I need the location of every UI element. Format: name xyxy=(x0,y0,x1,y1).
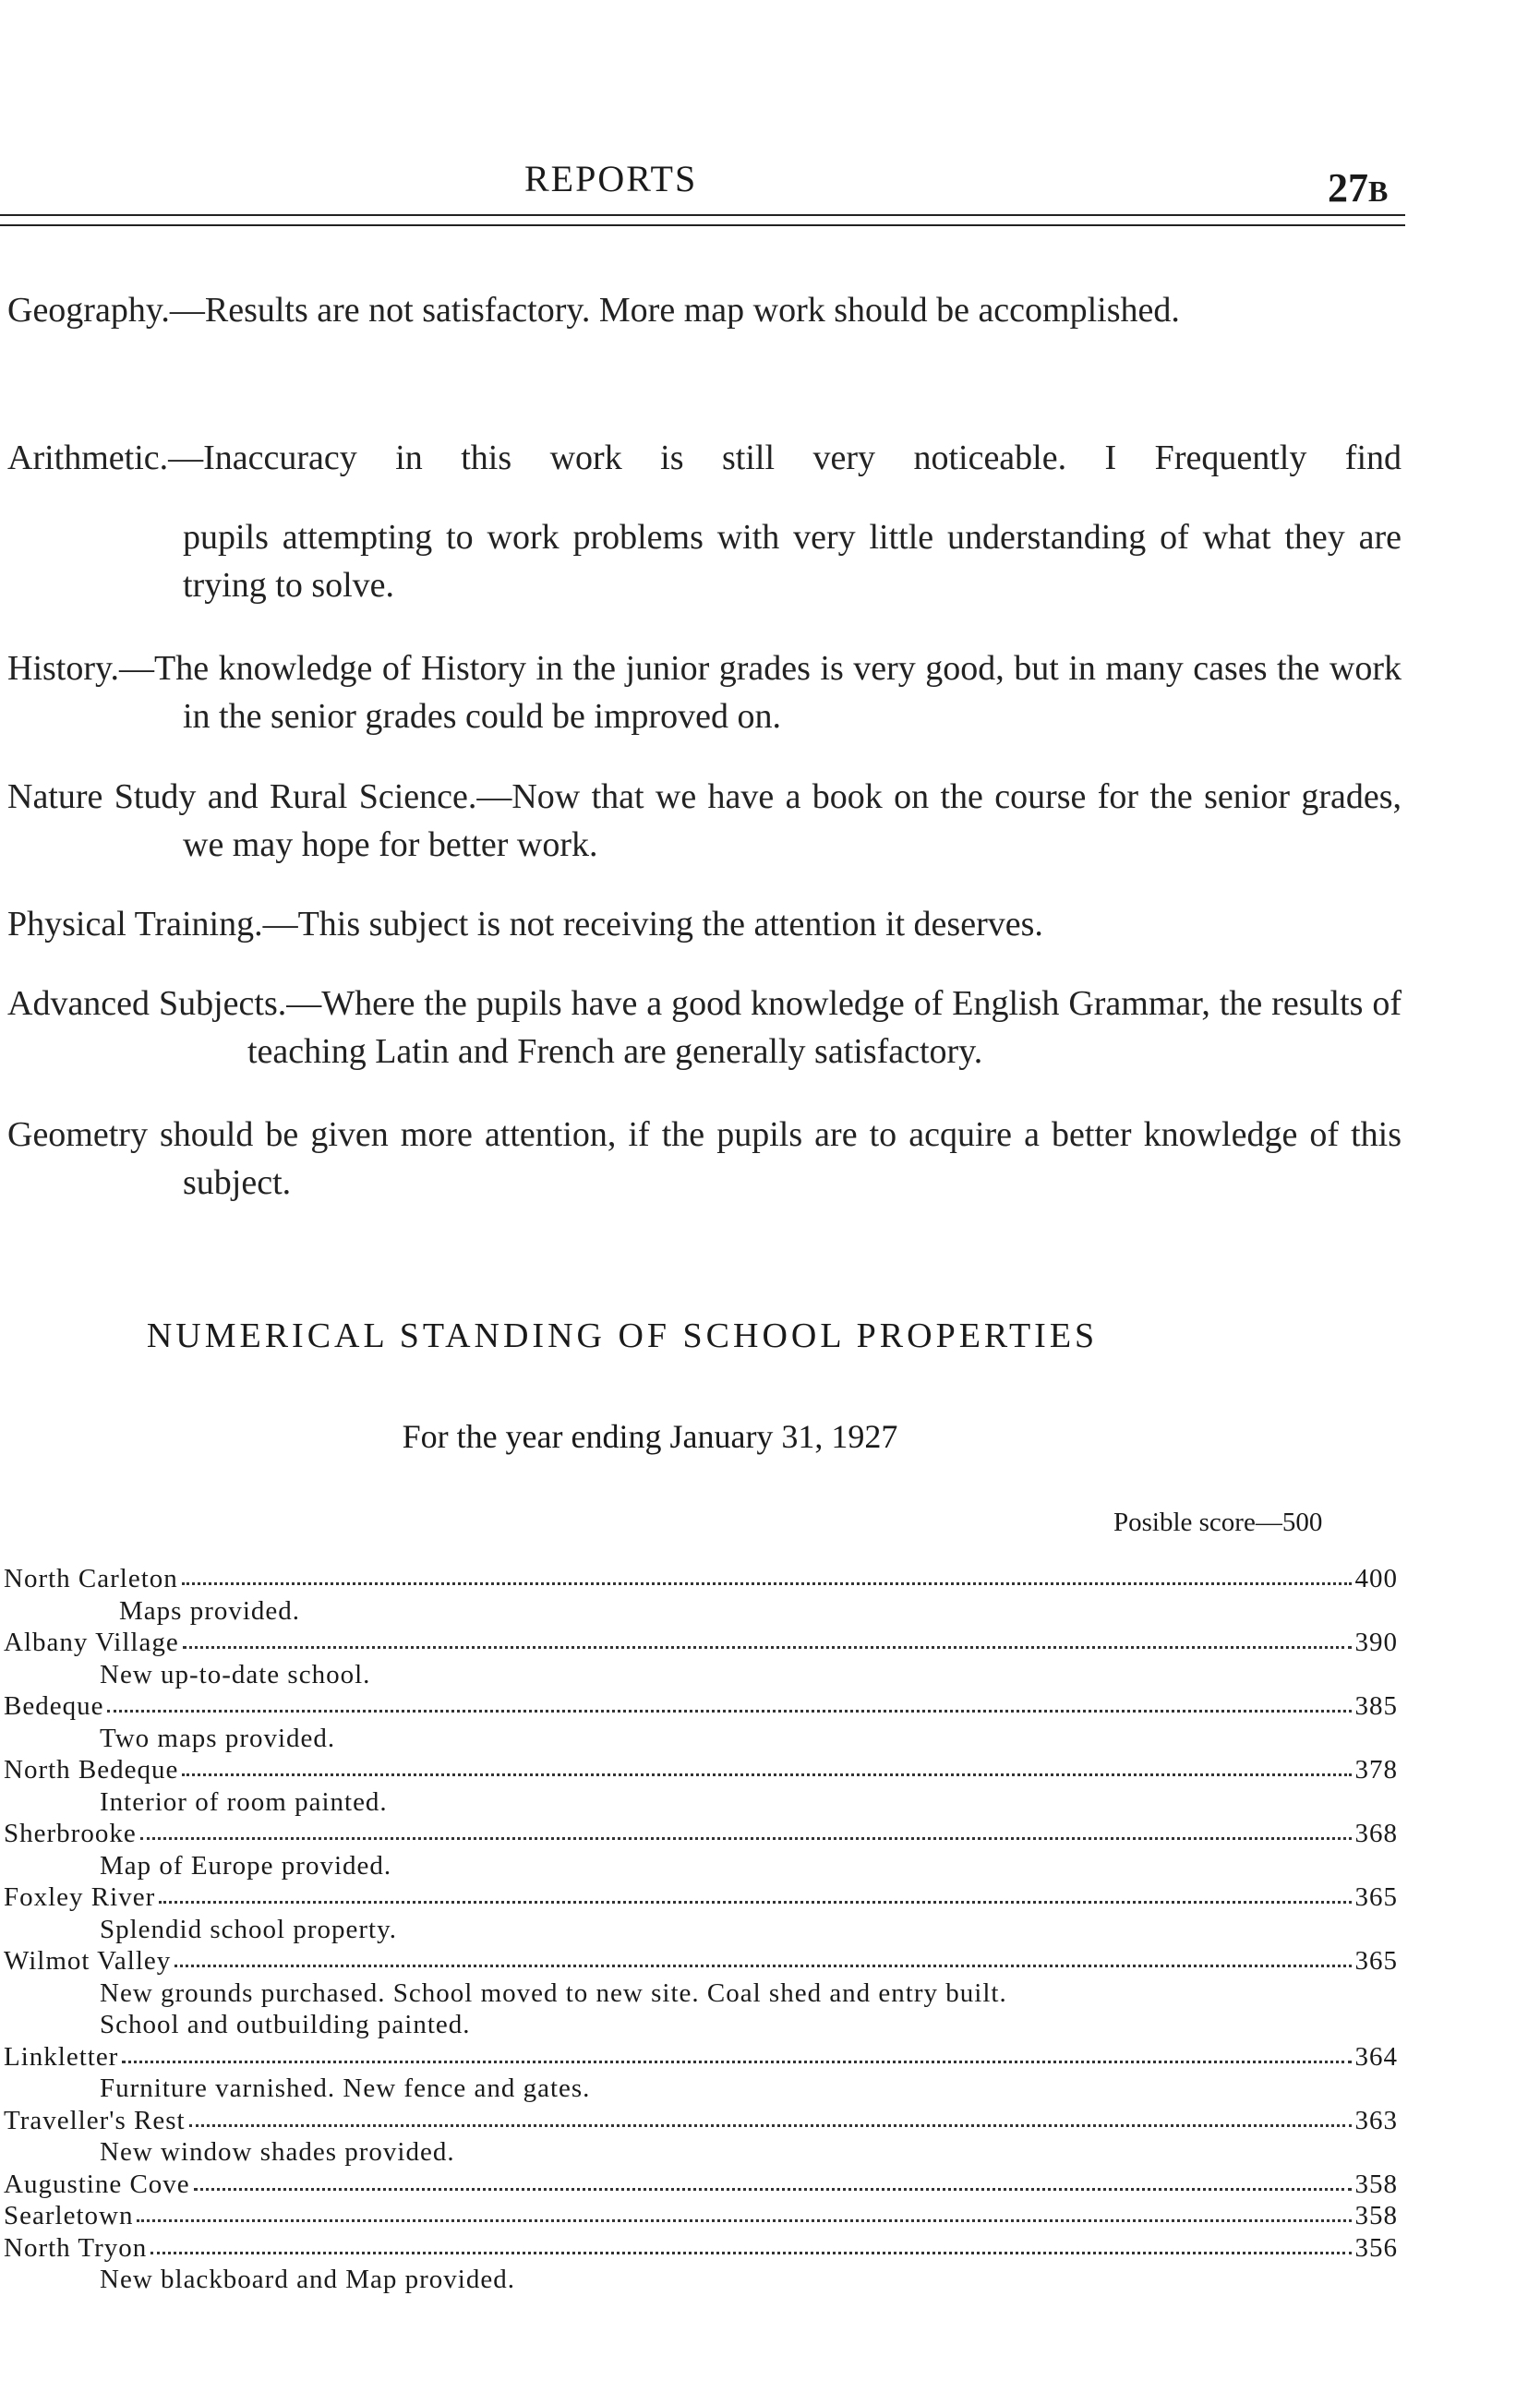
subject-text: Geography.—Results are not satisfactory. More map work should be accomplished. xyxy=(7,291,1180,330)
school-score: 364 xyxy=(1354,2041,1398,2072)
standing-entry xyxy=(4,1627,1398,1690)
subject-text-first-line: Arithmetic.—Inaccuracy in this work is still very noticeable. I Frequently find xyxy=(7,439,1402,477)
standing-row xyxy=(4,1881,1398,1914)
standing-row xyxy=(4,1818,1398,1850)
subject-arithmetic xyxy=(7,434,1402,482)
subject-physical-training xyxy=(7,900,1402,948)
school-score: 378 xyxy=(1354,1755,1398,1785)
school-name: North Carleton xyxy=(4,1564,178,1593)
school-name: North Tryon xyxy=(4,2232,148,2263)
subject-text-continued: pupils attempting to work problems with very little understanding of what they are trying to solve. xyxy=(183,518,1402,605)
page-number xyxy=(1328,164,1388,211)
school-note: New window shades provided. xyxy=(100,2137,455,2167)
standing-entry xyxy=(4,1563,1398,1627)
standing-row xyxy=(4,2041,1398,2073)
dot-leader xyxy=(140,1819,1352,1840)
standing-row xyxy=(4,2232,1398,2265)
school-name: Albany Village xyxy=(4,1628,179,1657)
dot-leader xyxy=(107,1691,1351,1713)
subject-geography xyxy=(7,286,1402,334)
subject-nature-study xyxy=(7,773,1402,869)
page-number-suffix: B xyxy=(1368,174,1389,208)
subject-geometry xyxy=(7,1111,1402,1207)
header-rule-top xyxy=(0,214,1405,216)
school-note: Map of Europe provided. xyxy=(100,1850,392,1881)
standing-row xyxy=(4,2200,1398,2232)
school-note: New blackboard and Map provided. xyxy=(100,2265,515,2294)
school-name: Augustine Cove xyxy=(4,2169,190,2199)
school-name: Sherbrooke xyxy=(4,1819,137,1848)
dot-leader xyxy=(150,2233,1351,2254)
school-name: Searletown xyxy=(4,2201,134,2230)
dot-leader xyxy=(159,1882,1351,1904)
school-score: 368 xyxy=(1354,1819,1398,1848)
subject-arithmetic-continued xyxy=(7,513,1402,609)
school-score: 385 xyxy=(1354,1691,1398,1721)
school-note: Interior of room painted. xyxy=(100,1786,388,1817)
school-score: 365 xyxy=(1354,1946,1398,1976)
standing-entry xyxy=(4,2041,1398,2105)
dot-leader xyxy=(182,1755,1351,1776)
running-head: REPORTS xyxy=(524,158,698,199)
subject-text: Nature Study and Rural Science.—Now that we have a book on the course for the senior grades, we may hope for better work. xyxy=(7,777,1402,864)
subject-text: History.—The knowledge of History in the junior grades is very good, but in many cases the work in the senior grades could be improved on. xyxy=(7,649,1402,736)
section-subtitle: For the year ending January 31, 1927 xyxy=(402,1418,898,1455)
school-name: Foxley River xyxy=(4,1882,156,1912)
standing-row xyxy=(4,2169,1398,2201)
standing-entry xyxy=(4,1754,1398,1818)
standing-row xyxy=(4,1690,1398,1723)
subject-history xyxy=(7,644,1402,740)
school-score: 400 xyxy=(1354,1564,1398,1593)
standing-entry xyxy=(4,2200,1398,2232)
standing-entry xyxy=(4,2232,1398,2296)
school-score: 358 xyxy=(1354,2169,1398,2199)
standing-entry xyxy=(4,1690,1398,1754)
school-name: Linkletter xyxy=(4,2041,119,2072)
subject-advanced xyxy=(7,980,1402,1076)
school-score: 358 xyxy=(1354,2201,1398,2230)
school-name: Bedeque xyxy=(4,1691,104,1721)
standing-row xyxy=(4,1627,1398,1659)
header-rule-bottom xyxy=(0,224,1405,226)
dot-leader xyxy=(137,2201,1351,2222)
standing-entry xyxy=(4,1945,1398,2041)
school-score: 363 xyxy=(1354,2105,1398,2135)
standings-list xyxy=(4,1563,1398,2296)
standing-row xyxy=(4,2105,1398,2137)
school-note: New grounds purchased. School moved to new site. Coal shed and entry built. xyxy=(100,1977,1007,2008)
school-note: Two maps provided. xyxy=(100,1723,336,1753)
subject-text: Advanced Subjects.—Where the pupils have a good knowledge of English Grammar, the results of teaching Latin and French are generally satisfactory. xyxy=(7,984,1402,1071)
possible-score: Posible score—500 xyxy=(1113,1508,1323,1537)
school-name: Wilmot Valley xyxy=(4,1946,172,1976)
standing-entry xyxy=(4,1881,1398,1945)
standing-entry xyxy=(4,1818,1398,1881)
dot-leader xyxy=(194,2170,1352,2191)
standing-entry xyxy=(4,2169,1398,2201)
school-note: Furniture varnished. New fence and gates. xyxy=(100,2073,591,2103)
school-score: 390 xyxy=(1354,1628,1398,1657)
standing-entry xyxy=(4,2105,1398,2169)
school-note: School and outbuilding painted. xyxy=(100,2010,471,2039)
dot-leader xyxy=(182,1564,1352,1585)
standing-row xyxy=(4,1754,1398,1786)
school-score: 365 xyxy=(1354,1882,1398,1912)
school-name: Traveller's Rest xyxy=(4,2105,186,2135)
dot-leader xyxy=(189,2106,1352,2127)
school-note: New up-to-date school. xyxy=(100,1659,371,1689)
dot-leader xyxy=(183,1628,1352,1649)
subject-text: Physical Training.—This subject is not receiving the attention it deserves. xyxy=(7,905,1043,944)
school-note: Maps provided. xyxy=(119,1595,301,1626)
standing-row xyxy=(4,1563,1398,1595)
subject-text: Geometry should be given more attention, if the pupils are to acquire a better knowledge of this subject. xyxy=(7,1115,1402,1202)
section-title: NUMERICAL STANDING OF SCHOOL PROPERTIES xyxy=(146,1316,1099,1355)
dot-leader xyxy=(174,1946,1351,1967)
school-name: North Bedeque xyxy=(4,1755,179,1785)
school-note: Splendid school property. xyxy=(100,1914,397,1944)
page-number-digits: 27 xyxy=(1328,165,1368,210)
standing-row xyxy=(4,1945,1398,1977)
school-score: 356 xyxy=(1354,2232,1398,2263)
dot-leader xyxy=(122,2042,1351,2063)
